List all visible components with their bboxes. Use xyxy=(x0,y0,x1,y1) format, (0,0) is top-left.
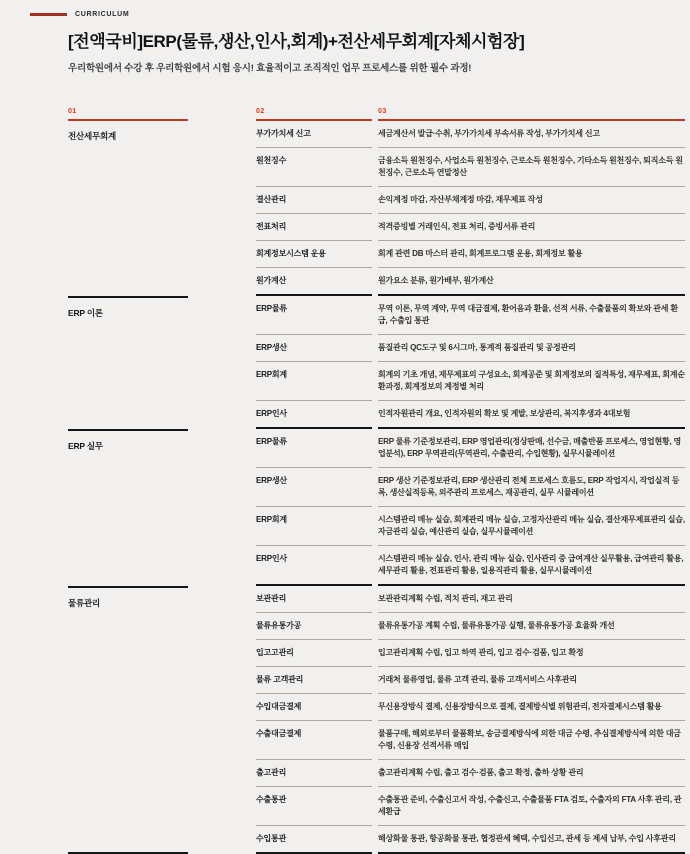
kicker-accent-line xyxy=(30,13,67,16)
row-topic: 수입대금결제 xyxy=(256,694,372,721)
row-detail: 수출통관 준비, 수출신고서 작성, 수출신고, 수출물품 FTA 검토, 수출자의 FTA 사후 관리, 관세환급 xyxy=(378,787,685,826)
row-topic: 수출대금결제 xyxy=(256,721,372,760)
curriculum-row xyxy=(256,613,685,640)
row-detail: 회계의 기초 개념, 재무제표의 구성요소, 회계공준 및 회계정보의 질적특성, 재무제표, 회계순환과정, 회계정보의 계정별 처리 xyxy=(378,362,685,401)
curriculum-row xyxy=(256,335,685,362)
row-detail: 적격증빙별 거래인식, 전표 처리, 증빙서류 관리 xyxy=(378,214,685,241)
row-detail: 손익계정 마감, 자산부채계정 마감, 재무제표 작성 xyxy=(378,187,685,214)
category-label: 전산세무회계 xyxy=(68,131,117,141)
row-topic: ERP인사 xyxy=(256,401,372,429)
table-body xyxy=(68,121,685,854)
row-topic: 물류 고객관리 xyxy=(256,667,372,694)
row-topic: ERP회계 xyxy=(256,362,372,401)
row-topic: 전표처리 xyxy=(256,214,372,241)
row-detail: 입고관리계획 수립, 입고 하역 관리, 입고 검수·검품, 입고 확정 xyxy=(378,640,685,667)
row-detail: 무신용장방식 결제, 신용장방식으로 결제, 결제방식별 위험관리, 전자결제시스템 활용 xyxy=(378,694,685,721)
curriculum-row xyxy=(256,787,685,826)
row-detail: 시스템관리 메뉴 실습, 인사, 관리 메뉴 실습, 인사관리 중 급여계산 실무활용, 급여관리 활용, 세무관리 활용, 전표관리 활용, 일용직관리 활용, 실무시뮬레이션 xyxy=(378,546,685,586)
row-detail: 해상화물 통관, 항공화물 통관, 협정관세 혜택, 수입신고, 관세 등 제세 납부, 수입 사후관리 xyxy=(378,826,685,854)
row-topic: ERP생산 xyxy=(256,468,372,507)
curriculum-row xyxy=(256,187,685,214)
section-rows xyxy=(256,429,685,586)
row-topic: ERP회계 xyxy=(256,507,372,546)
kicker-label: CURRICULUM xyxy=(75,11,130,18)
curriculum-row xyxy=(256,667,685,694)
curriculum-section xyxy=(68,296,685,429)
row-detail: 품질관리 QC도구 및 6시그마, 통계적 품질관리 및 공정관리 xyxy=(378,335,685,362)
curriculum-row xyxy=(256,586,685,613)
row-detail: 무역 이론, 무역 계약, 무역 대금결제, 환어음과 환율, 선적 서류, 수출물품의 확보와 관세 환급, 수출입 통관 xyxy=(378,296,685,335)
row-detail: 거래처 물류영업, 물류 고객 관리, 물류 고객서비스 사후관리 xyxy=(378,667,685,694)
category-label: ERP 실무 xyxy=(68,429,188,586)
curriculum-row xyxy=(256,507,685,546)
row-detail: 보관관리계획 수립, 적치 관리, 재고 관리 xyxy=(378,586,685,613)
curriculum-row xyxy=(256,268,685,296)
row-topic: ERP생산 xyxy=(256,335,372,362)
row-topic: 원가계산 xyxy=(256,268,372,296)
row-topic: ERP인사 xyxy=(256,546,372,586)
curriculum-section xyxy=(68,429,685,586)
curriculum-row xyxy=(256,640,685,667)
row-topic: 보관관리 xyxy=(256,586,372,613)
category-label: ERP 이론 xyxy=(68,296,188,429)
row-detail: ERP 물류 기준정보관리, ERP 영업관리(정상판매, 선수금, 매출반품 프로세스, 영업현황, 영업분석), ERP 무역관리(무역관리, 수출관리, 수입현황), 실무시뮬레이션 xyxy=(378,429,685,468)
row-topic: ERP물류 xyxy=(256,429,372,468)
row-topic: 부가가치세 신고 xyxy=(256,121,372,148)
curriculum-row xyxy=(256,362,685,401)
row-detail: 원가요소 분류, 원가배부, 원가계산 xyxy=(378,268,685,296)
curriculum-row xyxy=(256,826,685,854)
curriculum-row xyxy=(256,760,685,787)
page-title: [전액국비]ERP(물류,생산,인사,회계)+전산세무회계[자체시험장] xyxy=(68,32,525,51)
curriculum-row xyxy=(256,694,685,721)
curriculum-row xyxy=(256,148,685,187)
row-detail: 인적자원관리 개요, 인적자원의 확보 및 계발, 보상관리, 복지후생과 4대보험 xyxy=(378,401,685,429)
row-topic: 출고관리 xyxy=(256,760,372,787)
curriculum-row xyxy=(256,401,685,429)
curriculum-row xyxy=(256,296,685,335)
curriculum-row xyxy=(256,121,685,148)
row-detail: 세금계산서 발급·수취, 부가가치세 부속서류 작성, 부가가치세 신고 xyxy=(378,121,685,148)
curriculum-row xyxy=(256,429,685,468)
row-detail: 물품구매, 해외로부터 물품확보, 송금결제방식에 의한 대금 수령, 추심결제방식에 의한 대금수령, 신용장 선적서류 매입 xyxy=(378,721,685,760)
row-topic: 원천징수 xyxy=(256,148,372,187)
column-header-02: 02 xyxy=(256,108,372,121)
row-topic: 물류유통가공 xyxy=(256,613,372,640)
row-topic: 결산관리 xyxy=(256,187,372,214)
row-topic: 입고고관리 xyxy=(256,640,372,667)
row-detail: 시스템관리 메뉴 실습, 회계관리 메뉴 실습, 고정자산관리 메뉴 실습, 결산재무제표관리 실습, 자금관리 실습, 예산관리 실습, 실무시뮬레이션 xyxy=(378,507,685,546)
row-topic: ERP물류 xyxy=(256,296,372,335)
row-topic: 수출통관 xyxy=(256,787,372,826)
row-detail: ERP 생산 기준정보관리, ERP 생산관리 전체 프로세스 흐름도, ERP 작업지시, 작업실적 등록, 생산실적등록, 외주관리 프로세스, 재공관리, 실무 시뮬레이션 xyxy=(378,468,685,507)
row-detail: 회계 관련 DB 마스터 관리, 회계프로그램 운용, 회계정보 활용 xyxy=(378,241,685,268)
section-rows xyxy=(256,586,685,854)
section-rows xyxy=(256,121,685,296)
curriculum-section xyxy=(68,121,685,296)
curriculum-table xyxy=(68,108,685,854)
table-header-row xyxy=(68,108,685,121)
curriculum-row xyxy=(256,241,685,268)
curriculum-row xyxy=(256,546,685,586)
column-header-01: 01 xyxy=(68,108,188,121)
curriculum-row xyxy=(256,721,685,760)
curriculum-row xyxy=(256,468,685,507)
curriculum-section xyxy=(68,586,685,854)
row-topic: 회계정보시스템 운용 xyxy=(256,241,372,268)
row-detail: 출고관리계획 수립, 출고 검수·검품, 출고 확정, 출하 상황 관리 xyxy=(378,760,685,787)
row-topic: 수입통관 xyxy=(256,826,372,854)
column-header-03: 03 xyxy=(378,108,685,121)
row-detail: 물류유통가공 계획 수립, 물류유통가공 실행, 물류유통가공 효율화 개선 xyxy=(378,613,685,640)
kicker xyxy=(0,0,690,18)
category-label: 물류관리 xyxy=(68,586,188,854)
page-subtitle: 우리학원에서 수강 후 우리학원에서 시험 응시! 효율적이고 조직적인 업무 프로세스를 위한 필수 과정! xyxy=(68,63,472,74)
section-rows xyxy=(256,296,685,429)
row-detail: 금융소득 원천징수, 사업소득 원천징수, 근로소득 원천징수, 기타소득 원천징수, 퇴직소득 원천징수, 근로소득 연말정산 xyxy=(378,148,685,187)
curriculum-row xyxy=(256,214,685,241)
